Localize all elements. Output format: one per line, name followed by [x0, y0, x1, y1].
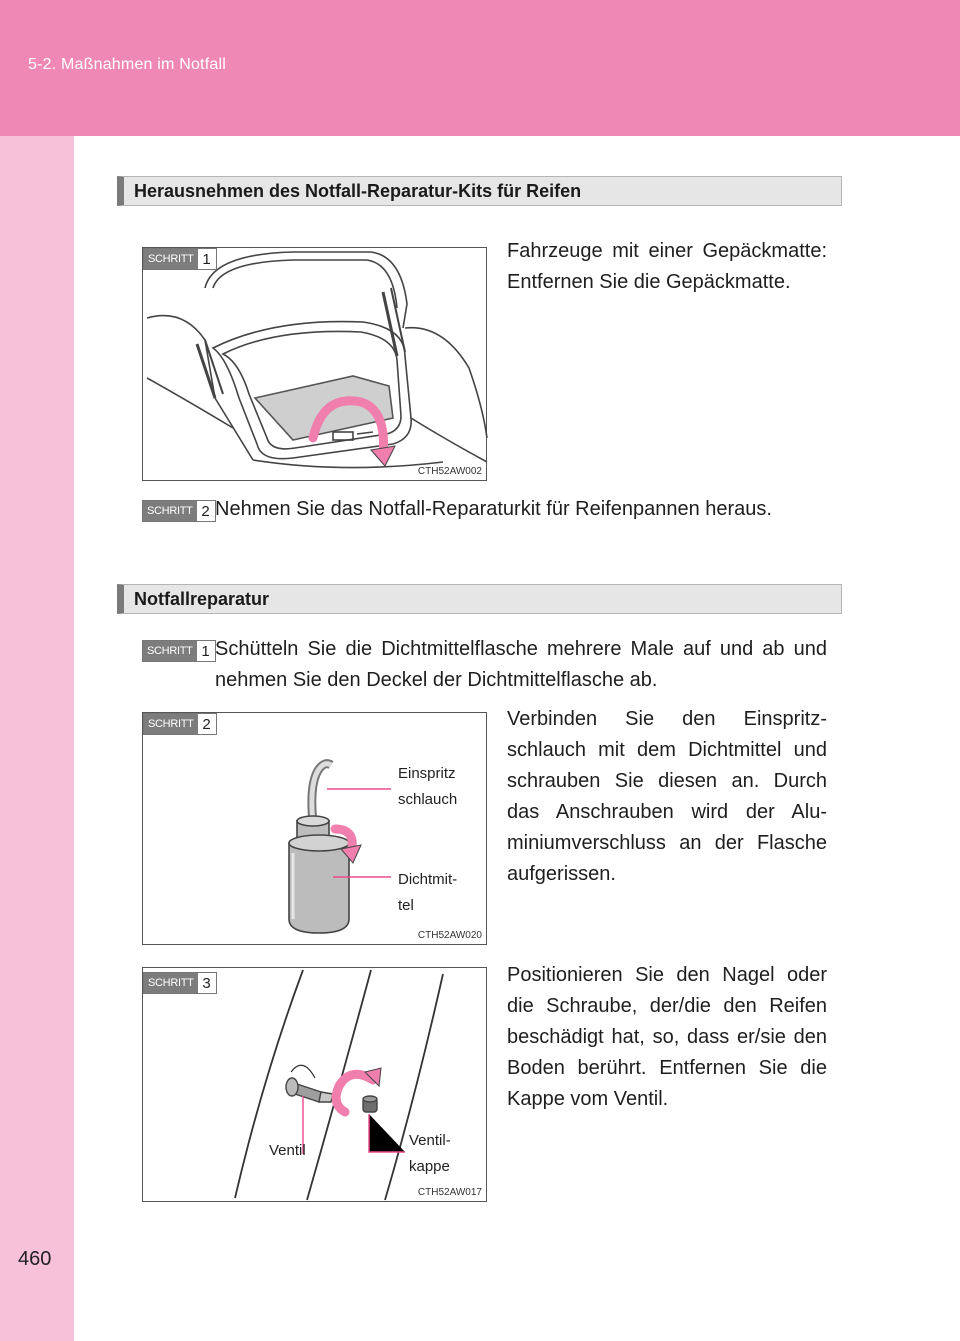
- step-text: Verbinden Sie den Einspritzschlauch mit dem Dichtmittel und schrauben Sie diesen an. Durch das Anschrauben wird der Aluminiumverschluss an der Flasche aufgerissen.: [507, 708, 827, 885]
- step-badge-label: SCHRITT: [144, 973, 198, 993]
- callout-text: schlauch: [398, 791, 458, 808]
- trunk-illustration: [143, 248, 488, 482]
- figure-code: CTH52AW017: [417, 1187, 482, 1198]
- side-margin-band: [0, 136, 74, 1341]
- step-badge-3: [143, 972, 217, 994]
- step-badge-1: [142, 640, 216, 662]
- figure-sealant-bottle: [142, 712, 487, 945]
- figure-code: CTH52AW002: [417, 466, 482, 477]
- section-title-remove-kit: Herausnehmen des Notfall-Reparatur-Kits für Reifen: [117, 176, 842, 206]
- section-title-emergency-repair: Notfallreparatur: [117, 584, 842, 614]
- callout-valve: Ventil: [269, 1142, 306, 1159]
- breadcrumb: 5-2. Maßnahmen im Notfall: [28, 56, 226, 73]
- step-badge-1: [143, 248, 217, 270]
- callout-sealant: [398, 867, 457, 919]
- step-text: Schütteln Sie die Dichtmittelflasche mehrere Male auf und ab und nehmen Sie den Deckel der Dichtmittelflasche ab.: [215, 638, 827, 691]
- step-badge-2: [142, 500, 216, 522]
- callout-text: kappe: [409, 1158, 450, 1175]
- figure-trunk: [142, 247, 487, 481]
- step-badge-number: 2: [198, 714, 216, 734]
- step-badge-label: SCHRITT: [143, 501, 197, 521]
- callout-hose: [398, 761, 457, 813]
- figure-code: CTH52AW020: [417, 930, 482, 941]
- callout-text: Dichtmit-: [398, 871, 458, 888]
- step-badge-number: 2: [197, 501, 215, 521]
- step-badge-number: 1: [197, 641, 215, 661]
- step-badge-label: SCHRITT: [144, 714, 198, 734]
- step-badge-number: 3: [198, 973, 216, 993]
- step-badge-label: SCHRITT: [143, 641, 197, 661]
- step-text: Positionieren Sie den Nagel oder die Schraube, der/die den Reifen beschädigt hat, so, dass er/sie den Boden berührt. Entfernen Sie die Kappe vom Ventil.: [507, 964, 827, 1110]
- step-text: Fahrzeuge mit einer Gepäckmatte: Entfernen Sie die Gepäckmatte.: [507, 240, 827, 293]
- step-text: Nehmen Sie das Notfall-Reparaturkit für Reifenpannen heraus.: [215, 498, 772, 520]
- callout-text: Einspritz: [398, 765, 456, 782]
- callout-text: tel: [398, 897, 414, 914]
- step-badge-number: 1: [198, 249, 216, 269]
- callout-text: Ventil-: [409, 1132, 451, 1149]
- step-badge-2: [143, 713, 217, 735]
- callout-valve-cap: [409, 1128, 451, 1180]
- figure-valve: [142, 967, 487, 1202]
- step-badge-label: SCHRITT: [144, 249, 198, 269]
- page-number: 460: [18, 1248, 52, 1270]
